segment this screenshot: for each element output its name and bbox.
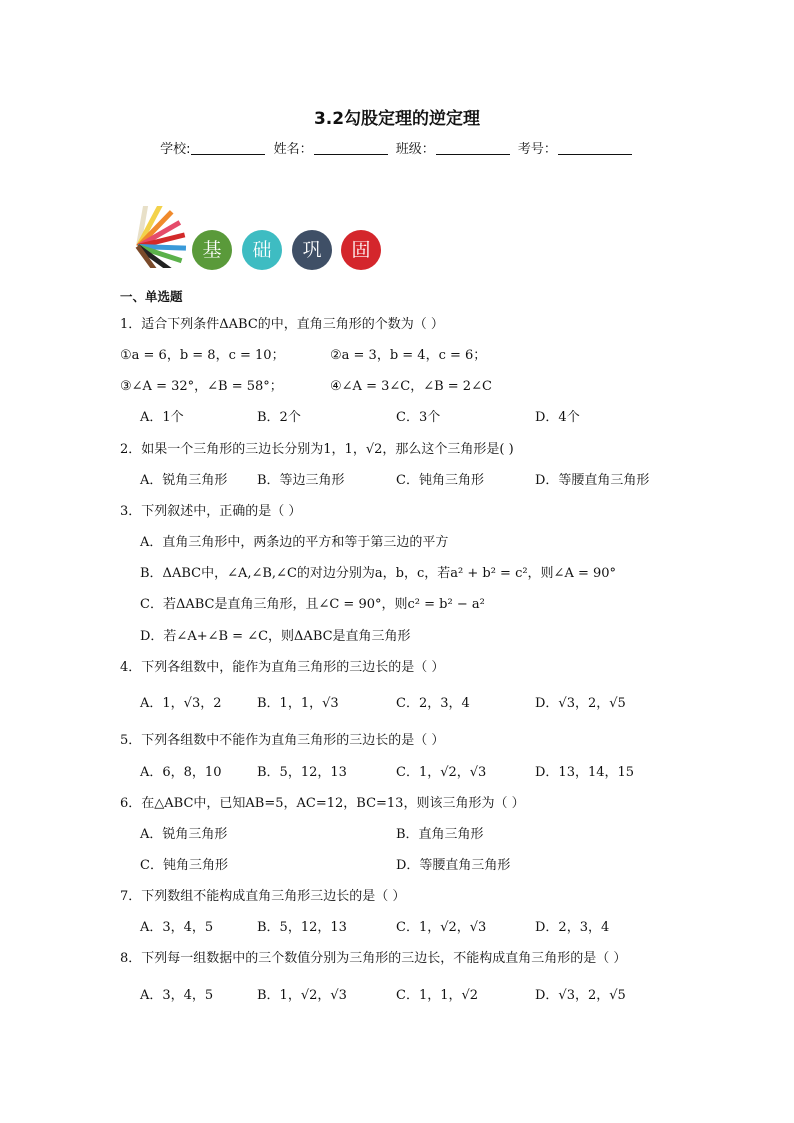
q7-option-a[interactable]: A．3，4，5 (140, 920, 214, 935)
badge-ji: 基 (192, 230, 232, 270)
q2-option-a[interactable]: A．锐角三角形 (140, 473, 228, 488)
question-3-stem: 3．下列叙述中，正确的是（ ） (120, 504, 302, 519)
q7-option-c[interactable]: C．1，√2，√3 (396, 920, 487, 935)
q1-condition-1: ①a = 6，b = 8，c = 10； (120, 348, 285, 363)
exam-no-label: 考号： (517, 142, 557, 157)
question-5-stem: 5．下列各组数中不能作为直角三角形的三边长的是（ ） (120, 733, 445, 748)
q8-option-b[interactable]: B．1，√2，√3 (257, 988, 347, 1003)
question-4-stem: 4．下列各组数中，能作为直角三角形的三边长的是（ ） (120, 660, 445, 675)
q2-option-b[interactable]: B．等边三角形 (257, 473, 345, 488)
name-label: 姓名： (273, 142, 313, 157)
q3-option-d[interactable]: D．若∠A+∠B = ∠C，则ΔABC是直角三角形 (140, 629, 411, 644)
q5-option-b[interactable]: B．5，12，13 (257, 765, 347, 780)
q6-option-d[interactable]: D．等腰直角三角形 (396, 858, 511, 873)
q4-option-d[interactable]: D．√3，2，√5 (535, 696, 626, 711)
q5-option-d[interactable]: D．13，14，15 (535, 765, 635, 780)
q8-option-a[interactable]: A．3，4，5 (140, 988, 214, 1003)
section-heading: 一、单选题 (120, 289, 183, 304)
q6-option-a[interactable]: A．锐角三角形 (140, 827, 228, 842)
q7-option-b[interactable]: B．5，12，13 (257, 920, 347, 935)
q8-option-c[interactable]: C．1，1，√2 (396, 988, 479, 1003)
student-info-line (0, 138, 794, 157)
q4-option-a[interactable]: A．1，√3，2 (140, 696, 222, 711)
class-blank[interactable] (436, 142, 510, 155)
q3-option-b[interactable]: B．ΔABC中，∠A,∠B,∠C的对边分别为a，b，c，若a² + b² = c²，则∠A = 90° (140, 566, 617, 581)
question-1-stem: 1．适合下列条件ΔABC的中，直角三角形的个数为（ ） (120, 317, 444, 332)
name-blank[interactable] (314, 142, 388, 155)
q2-option-d[interactable]: D．等腰直角三角形 (535, 473, 650, 488)
question-8-stem: 8．下列每一组数据中的三个数值分别为三角形的三边长，不能构成直角三角形的是（ ） (120, 951, 627, 966)
question-2-stem: 2．如果一个三角形的三边长分别为1，1，√2，那么这个三角形是( ) (120, 442, 514, 457)
school-label: 学校: (160, 142, 191, 157)
q1-option-a[interactable]: A．1个 (140, 410, 184, 425)
q1-condition-4: ④∠A = 3∠C，∠B = 2∠C (330, 379, 492, 394)
page-title: 3.2勾股定理的逆定理 (313, 109, 481, 129)
class-label: 班级： (395, 142, 435, 157)
q2-option-c[interactable]: C．钝角三角形 (396, 473, 484, 488)
section-banner (130, 206, 390, 272)
q1-option-c[interactable]: C．3个 (396, 410, 441, 425)
q6-option-b[interactable]: B．直角三角形 (396, 827, 484, 842)
badge-chu: 础 (242, 230, 282, 270)
question-7-stem: 7．下列数组不能构成直角三角形三边长的是（ ） (120, 889, 406, 904)
q4-option-b[interactable]: B．1，1，√3 (257, 696, 339, 711)
q4-option-c[interactable]: C．2，3，4 (396, 696, 470, 711)
q1-condition-2: ②a = 3，b = 4，c = 6； (330, 348, 487, 363)
q8-option-d[interactable]: D．√3，2，√5 (535, 988, 626, 1003)
q1-condition-3: ③∠A = 32°，∠B = 58°； (120, 379, 283, 394)
badge-gu: 固 (341, 230, 381, 270)
q6-option-c[interactable]: C．钝角三角形 (140, 858, 228, 873)
q5-option-c[interactable]: C．1，√2，√3 (396, 765, 487, 780)
q1-option-d[interactable]: D．4个 (535, 410, 580, 425)
badge-gong: 巩 (292, 230, 332, 270)
q7-option-d[interactable]: D．2，3，4 (535, 920, 610, 935)
exam-no-blank[interactable] (558, 142, 632, 155)
q5-option-a[interactable]: A．6，8，10 (140, 765, 222, 780)
q1-option-b[interactable]: B．2个 (257, 410, 301, 425)
q3-option-c[interactable]: C．若ΔABC是直角三角形，且∠C = 90°，则c² = b² − a² (140, 597, 485, 612)
question-6-stem: 6．在△ABC中，已知AB=5，AC=12，BC=13，则该三角形为（ ） (120, 796, 525, 811)
color-pencil-fan-icon (130, 206, 192, 268)
school-blank[interactable] (191, 142, 265, 155)
q3-option-a[interactable]: A．直角三角形中，两条边的平方和等于第三边的平方 (140, 535, 449, 550)
